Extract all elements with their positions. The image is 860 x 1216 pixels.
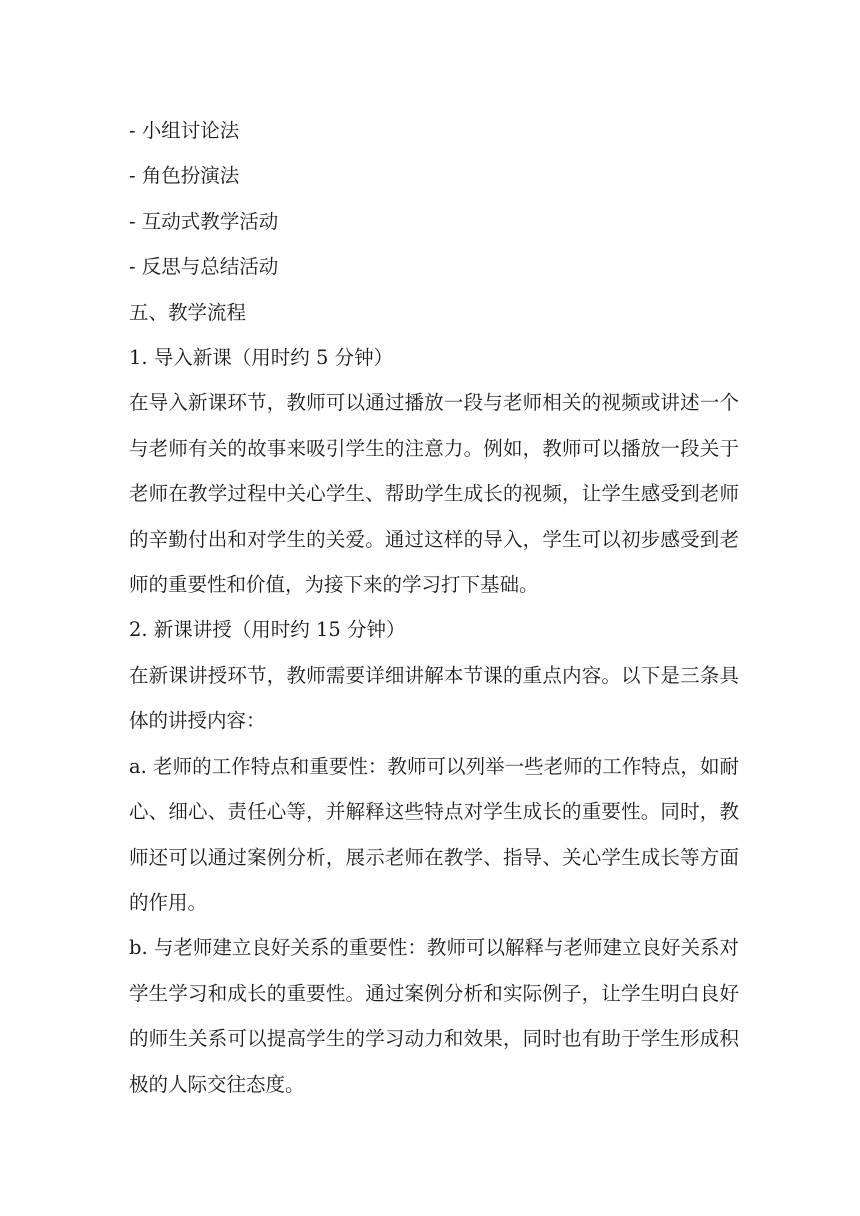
step2-point-a-paragraph: a. 老师的工作特点和重要性：教师可以列举一些老师的工作特点，如耐心、细心、责任心等，并解释这些特点对学生成长的重要性。同时，教师还可以通过案例分析，展示老师在教学、指导、关心学生成长等方面的作用。 [129,754,739,914]
method-item-group-discussion: - 小组讨论法 [129,119,240,142]
page-content [129,108,739,1107]
step1-heading: 1. 导入新课（用时约 5 分钟） [129,346,394,370]
method-item-interactive-activity: - 互动式教学活动 [129,209,279,233]
step2-point-b-paragraph: b. 与老师建立良好关系的重要性：教师可以解释与老师建立良好关系对学生学习和成长的重要性。通过案例分析和实际例子，让学生明白良好的师生关系可以提高学生的学习动力和效果，同时也有助于学生形成积极的人际交往态度。 [129,936,739,1096]
method-item-reflection-summary: - 反思与总结活动 [129,255,279,279]
step2-intro-paragraph: 在新课讲授环节，教师需要详细讲解本节课的重点内容。以下是三条具体的讲授内容： [129,663,739,733]
section-heading-teaching-process: 五、教学流程 [129,300,247,324]
step1-paragraph: 在导入新课环节，教师可以通过播放一段与老师相关的视频或讲述一个与老师有关的故事来吸引学生的注意力。例如，教师可以播放一段关于老师在教学过程中关心学生、帮助学生成长的视频，让学生感受到老师的辛勤付出和对学生的关爱。通过这样的导入，学生可以初步感受到老师的重要性和价值，为接下来的学习打下基础。 [129,391,739,597]
method-item-role-play: - 角色扮演法 [129,164,240,188]
step2-heading: 2. 新课讲授（用时约 15 分钟） [129,618,406,642]
